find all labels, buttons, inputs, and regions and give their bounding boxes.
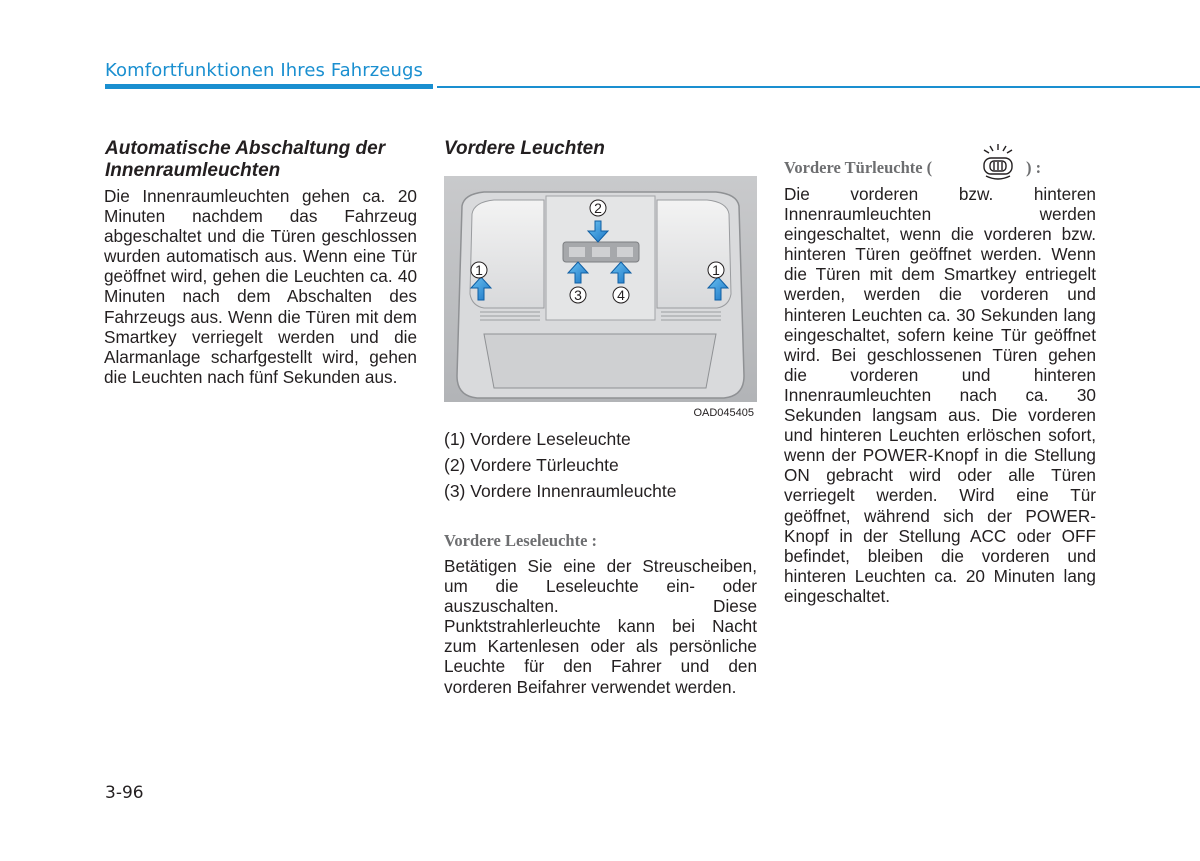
callout-label-1-left: 1: [475, 262, 483, 278]
left-heading-line2: Innenraumleuchten: [105, 160, 281, 181]
header-bar: [105, 84, 433, 89]
left-body-text: Die Innenraumleuchten gehen ca. 20 Minuten nachdem das Fahrzeug abgeschaltet und die Türen geschlossen wurden automatisch aus. Wenn eine Tür geöffnet wird, gehen die Leuchten ca. 40 Minuten nach dem Abschalten des Fahrzeugs aus. Wenn die Türen mit dem Smartkey verriegelt werden und die Alarmanlage scharfgestellt wird, gehen die Leuchten nach fünf Sekunden aus.: [104, 186, 417, 387]
door-light-icon: [978, 142, 1018, 182]
page-number: 3-96: [105, 783, 144, 803]
callout-label-1-right: 1: [712, 262, 720, 278]
middle-heading: Vordere Leuchten: [444, 138, 605, 159]
front-lights-figure: [444, 176, 757, 420]
door-light-subheading-prefix: Vordere Türleuchte (: [784, 158, 933, 177]
caption-item: (2) Vordere Türleuchte: [444, 455, 619, 475]
callout-label-3: 3: [574, 287, 582, 303]
callout-label-2: 2: [594, 200, 602, 216]
header-rule: [437, 86, 1200, 88]
reading-light-body: Betätigen Sie eine der Streuscheiben, um die Leseleuchte ein- oder auszuschalten. Diese Punktstrahlerleuchte kann bei Nacht zum Kartenlesen oder als persönliche Leuchte für den Fahrer und den vorderen Beifahrer verwendet werden.: [444, 556, 757, 697]
caption-item: (1) Vordere Leseleuchte: [444, 429, 631, 449]
door-light-subheading-suffix: ) :: [1026, 158, 1042, 177]
reading-light-subheading: Vordere Leseleuchte :: [444, 531, 598, 550]
caption-item: (3) Vordere Innenraumleuchte: [444, 481, 677, 501]
left-heading-line1: Automatische Abschaltung der: [105, 138, 386, 159]
figure-captions: [444, 426, 677, 504]
callout-label-4: 4: [617, 287, 625, 303]
front-lights-illustration: [444, 176, 757, 420]
left-heading: [105, 138, 425, 182]
door-light-body: Die vorderen bzw. hinteren Innenraumleuchten werden eingeschaltet, wenn die vorderen bzw. hinteren Türen geöffnet werden. Wenn die Türen mit dem Smartkey entriegelt werden, werden die vorderen und hinteren Leuchten ca. 30 Sekunden lang eingeschaltet, sofern keine Tür geöffnet wird. Bei geschlossenen Türen gehen die vorderen und hinteren Innenraumleuchten nach ca. 30 Sekunden langsam aus. Die vorderen und hinteren Leuchten erlöschen sofort, wenn der POWER-Knopf in die Stellung ON gebracht wird oder alle Türen verriegelt werden. Wird eine Tür geöffnet, während sich der POWER-Knopf in der Stellung ACC oder OFF befindet, bleiben die vorderen und hinteren Leuchten ca. 20 Minuten lang eingeschaltet.: [784, 184, 1096, 606]
section-title: Komfortfunktionen Ihres Fahrzeugs: [105, 60, 423, 81]
figure-code: OAD045405: [693, 407, 754, 419]
